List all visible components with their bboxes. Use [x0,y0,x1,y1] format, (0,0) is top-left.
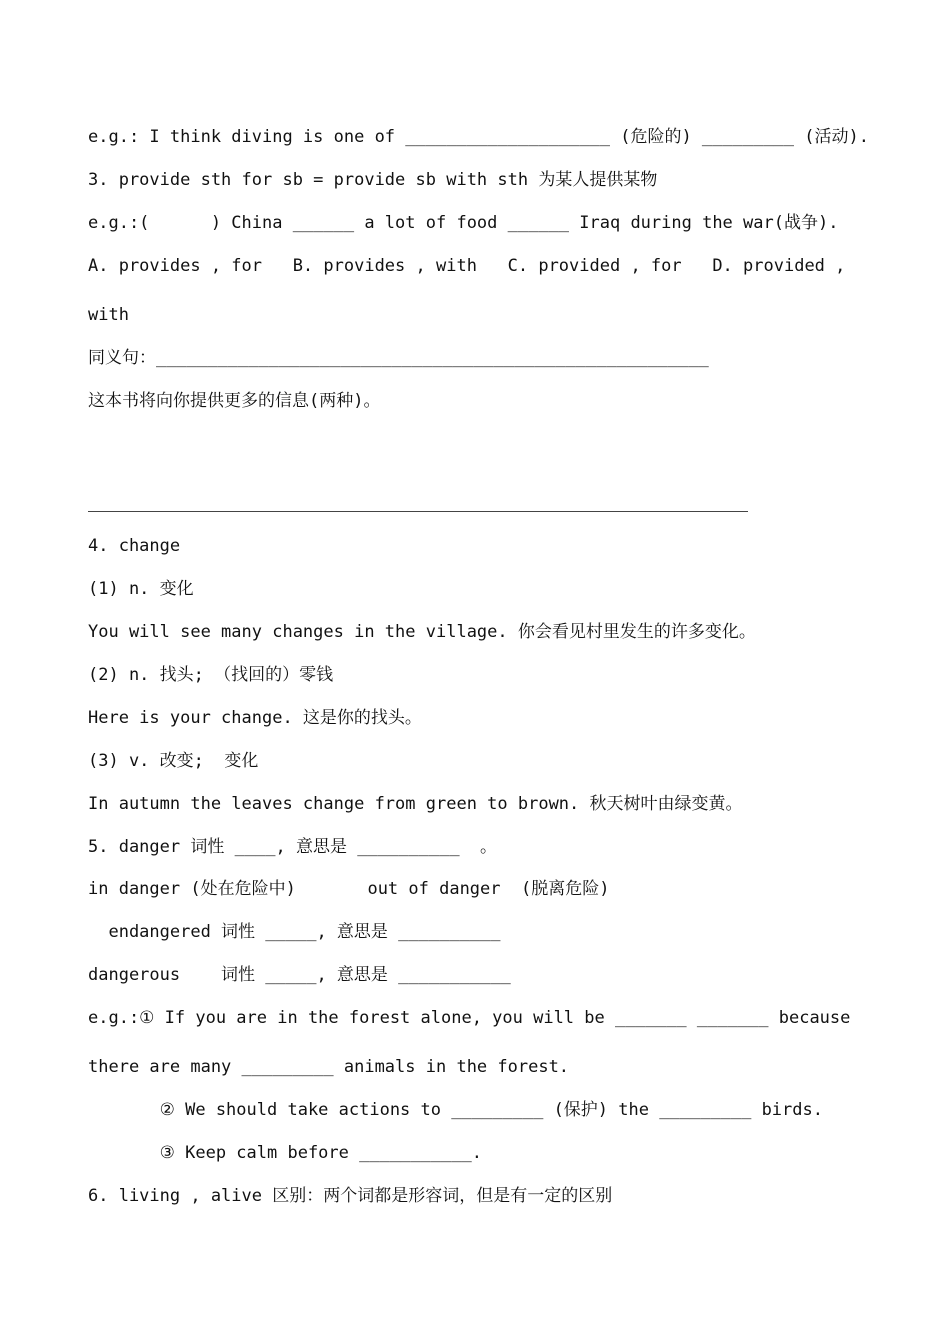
item-6-living-alive-heading: 6. living , alive 区别：两个词都是形容词，但是有一定的区别 [88,1186,613,1206]
danger-example-1: e.g.:① If you are in the forest alone, you will be _______ _______ because [88,1008,851,1028]
change-example-3: In autumn the leaves change from green to brown. 秋天树叶由绿变黄。 [88,794,743,814]
dangerous-line: dangerous 词性 _____, 意思是 ___________ [88,965,511,985]
endangered-line: endangered 词性 _____, 意思是 __________ [88,922,501,942]
item-3-provide-heading: 3. provide sth for sb = provide sb with sth 为某人提供某物 [88,170,658,190]
danger-example-2: ② We should take actions to _________ (保护) the _________ birds. [88,1100,823,1120]
example-china-line: e.g.:( ) China ______ a lot of food ______ Iraq during the war(战争). [88,213,839,233]
change-sense-3: (3) v. 改变; 变化 [88,751,259,771]
synonym-sentence-line: 同义句：______________________________________________________ [88,348,709,368]
translation-prompt: 这本书将向你提供更多的信息(两种)。 [88,391,381,411]
example-diving-line: e.g.: I think diving is one of ____________________ (危险的) _________ (活动). [88,127,869,147]
danger-example-1-continuation: there are many _________ animals in the forest. [88,1057,570,1077]
change-sense-2: (2) n. 找头; （找回的）零钱 [88,665,334,685]
change-example-1: You will see many changes in the village. 你会看见村里发生的许多变化。 [88,622,756,642]
item-5-danger-heading: 5. danger 词性 ____, 意思是 __________ 。 [88,837,498,857]
danger-phrases-line: in danger (处在危险中) out of danger (脱离危险) [88,879,610,899]
choice-options-line: A. provides , for B. provides , with C. provided , for D. provided , [88,256,846,276]
change-example-2: Here is your change. 这是你的找头。 [88,708,422,728]
danger-example-3: ③ Keep calm before ___________. [88,1143,482,1163]
item-4-change-heading: 4. change [88,536,181,556]
choice-options-continuation: with [88,305,129,325]
change-sense-1: (1) n. 变化 [88,579,194,599]
answer-blank-line [88,511,748,512]
